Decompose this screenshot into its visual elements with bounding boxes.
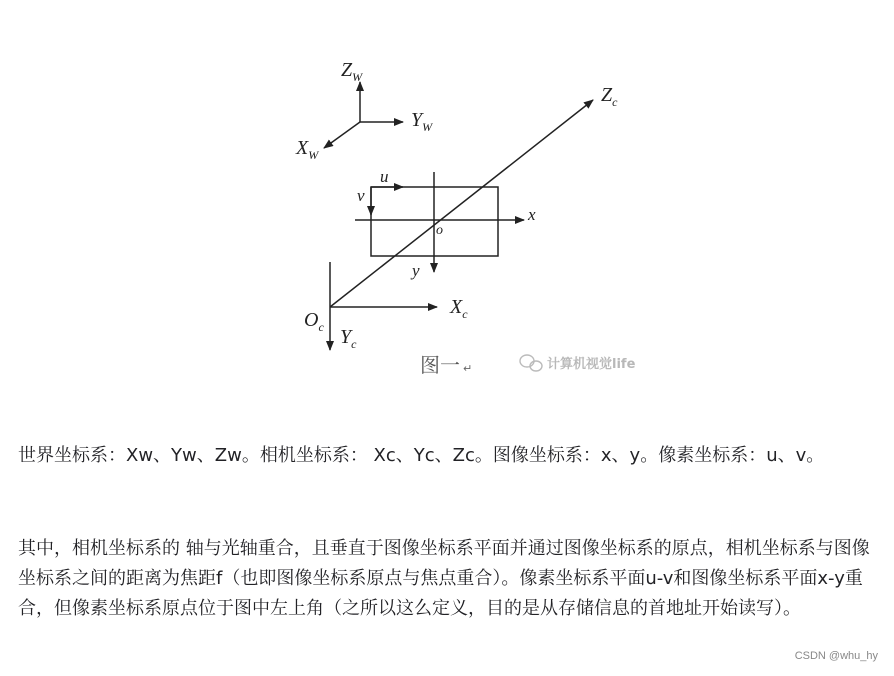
pixel-v-label: v <box>357 186 365 205</box>
world-x-axis <box>324 122 360 148</box>
watermark-text: 计算机视觉life <box>547 357 636 372</box>
camera-y-label: $Y_c$ <box>340 326 357 351</box>
csdn-credit: CSDN @whu_hy <box>794 650 878 662</box>
world-y-label: $Y_W$ <box>411 109 433 134</box>
camera-x-label: $X_c$ <box>450 296 468 321</box>
camera-origin-label: $O_c$ <box>304 309 324 334</box>
world-z-label: $Z_W$ <box>341 59 363 84</box>
camera-z-label: $Z_c$ <box>601 84 618 109</box>
image-x-label: x <box>528 205 536 224</box>
world-x-label: $X_W$ <box>296 137 319 162</box>
wechat-icon <box>520 355 542 371</box>
world-axes <box>324 82 403 148</box>
image-origin-label: o <box>436 223 443 238</box>
image-y-label: y <box>412 261 420 280</box>
pixel-u-label: u <box>380 167 389 186</box>
caption-return-mark: ↵ <box>463 362 473 375</box>
camera-z-axis <box>330 100 593 307</box>
figure-caption: 图一 <box>420 353 460 377</box>
paragraph-coordinate-systems: 世界坐标系：Xw、Yw、Zw。相机坐标系： Xc、Yc、Zc。图像坐标系：x、y。像素坐标系：u、v。 <box>18 445 825 466</box>
paragraph-explanation: 其中，相机坐标系的 轴与光轴重合，且垂直于图像坐标系平面并通过图像坐标系的原点，相机坐标系与图像坐标系之间的距离为焦距f（也即图像坐标系原点与焦点重合）。像素坐标系平面u-v和图像坐标系平面x-y重合，但像素坐标系原点位于图中左上角（之所以这么定义，目的是从存储信息的首地址开始读写）。 <box>18 538 870 619</box>
